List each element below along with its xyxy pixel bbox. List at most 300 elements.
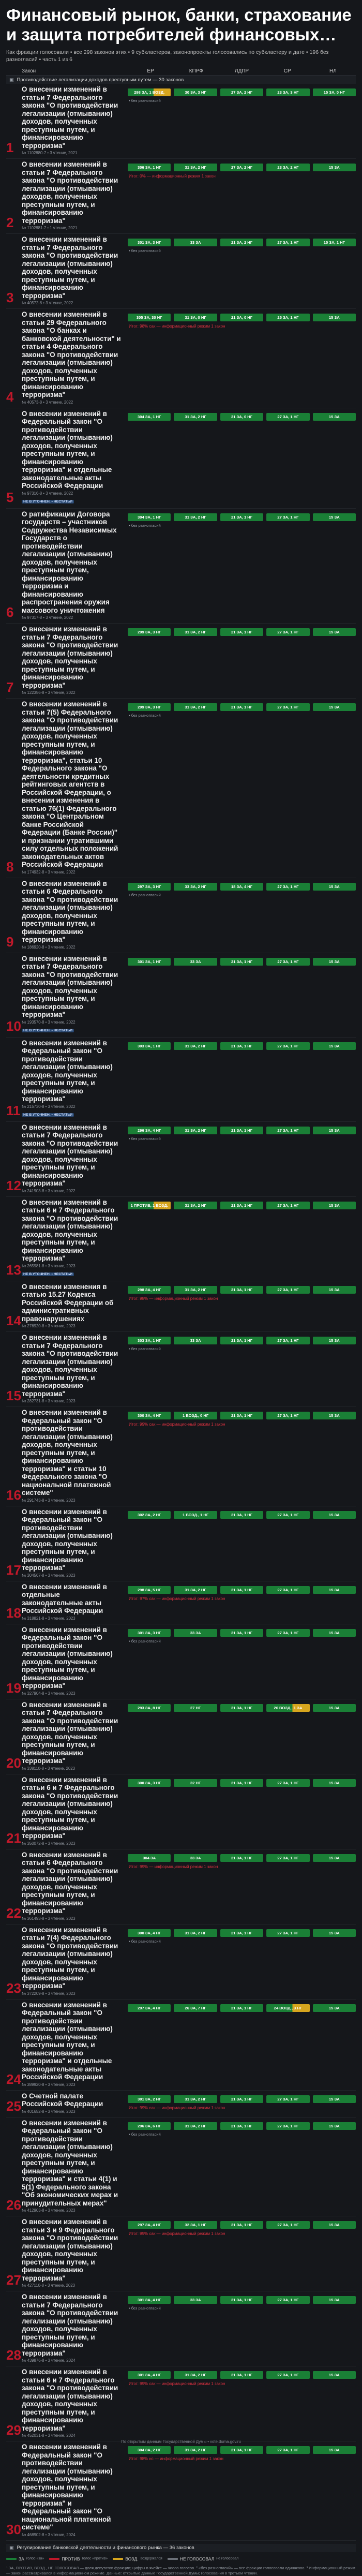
vote-cell-sr[interactable]: 27 ЗА, 1 НГ [266, 1779, 309, 1787]
vote-row [128, 239, 356, 246]
legend-item [6, 2556, 44, 2562]
vote-area [128, 85, 356, 155]
law-title[interactable]: О Счетной палате Российской Федерации [22, 2092, 103, 2108]
vote-cell-sr[interactable]: 27 ЗА, 1 НГ [266, 883, 309, 891]
vote-area [128, 410, 356, 505]
section-header-aml[interactable] [6, 76, 356, 84]
table-row[interactable] [6, 1624, 356, 1699]
law-title[interactable]: О внесении изменений в статьи 7 Федерального закона "О противодействии легализации (отмыванию) доходов, полученных преступным путем, и финансированию терроризма" [22, 1123, 118, 1187]
vote-cell-er[interactable]: 299 ЗА, 3 НГ [128, 703, 171, 711]
law-number: 3 [6, 290, 14, 305]
vote-cell-kprf[interactable]: 31 ЗА, 2 НГ [174, 2446, 217, 2454]
vote-cell-kprf[interactable]: 33 ЗА [174, 2296, 217, 2304]
vote-cell-sr[interactable]: 27 ЗА, 1 НГ [266, 513, 309, 521]
vote-row [128, 958, 356, 966]
vote-cell-sr[interactable]: 27 ЗА, 1 НГ [266, 2371, 309, 2379]
vote-cell-er[interactable]: 298 ЗА, 1 ВОЗД. [128, 88, 171, 96]
vote-area [128, 2443, 356, 2537]
vote-cell-er[interactable]: 301 ЗА, 3 НГ [128, 1629, 171, 1637]
info-mode-note: Итог: 99% — информационный режим 1 закон [129, 1864, 218, 1869]
law-title[interactable]: О внесении изменений в статьи 7 Федерального закона "О противодействии легализации (отмыванию) доходов, полученных преступным путем, и финансированию терроризма" [22, 160, 118, 225]
info-mode-note: Итог: 97% сак — информационный режим 1 закон [129, 1596, 225, 1601]
vote-row [128, 88, 356, 96]
law-number: 5 [6, 489, 14, 505]
law-meta: № 97316-8 • 3 чтение, 2022 [22, 491, 73, 496]
vote-row [128, 2446, 356, 2454]
vote-cell-kprf[interactable]: 33 ЗА [174, 1629, 217, 1637]
law-title[interactable]: О внесении изменений в статьи 7(5) Федерального закона "О противодействии легализации (отмыванию) доходов, полученных преступным путем, и финансированию терроризма", статьи 10 Федерального закона "О деятельности кредитных рейтинговых агентств в Российской Федерации, о внесении изменения в статью 76(1) Федерального закона "О Центральном банке Российской Федерации (Банке России)" и признании утратившими силу отдельных положений законодательных актов Российской Федерации [22, 700, 118, 868]
vote-cell-sr[interactable]: 27 ЗА, 1 НГ [266, 2122, 309, 2130]
vote-cell-sr[interactable]: 27 ЗА, 1 НГ [266, 703, 309, 711]
vote-area [128, 1283, 356, 1329]
vote-row [128, 2221, 356, 2229]
vote-cell-kprf[interactable]: 31 ЗА, 2 НГ [174, 513, 217, 521]
legend-label: НЕ ГОЛОСОВАЛ [179, 2556, 215, 2562]
vote-cell-sr[interactable]: 27 ЗА, 1 НГ [266, 2221, 309, 2229]
consensus-note: • без разногласий [129, 2131, 161, 2137]
law-title[interactable]: О внесении изменений в Федеральный закон "О противодействии легализации (отмыванию) доходов, полученных преступным путем, и финансированию терроризма" и статьи 10 Федерального закона "О национальной платежной системе" [22, 1409, 113, 1497]
table-row[interactable] [6, 1332, 356, 1407]
law-meta: № 318821-8 • 3 чтение, 2023 [22, 1616, 76, 1621]
vote-cell-sr[interactable]: 26 ВОЗД., 1 ЗА [266, 1704, 309, 1712]
law-title[interactable]: О внесении изменений в статьи 7 Федерального закона "О противодействии легализации (отмыванию) доходов, полученных преступным путем, и финансированию терроризма" [22, 1700, 118, 1765]
vote-row [128, 513, 356, 521]
vote-cell-ldpr[interactable]: 18 ЗА, 4 НГ [220, 883, 263, 891]
vote-cell-ldpr[interactable]: 21 ЗА, 1 НГ [220, 2371, 263, 2379]
vote-cell-er[interactable]: 301 ЗА, 3 НГ [128, 239, 171, 246]
vote-row [128, 1412, 356, 1419]
vote-cell-sr[interactable]: 27 ЗА, 1 НГ [266, 1202, 309, 1209]
law-title[interactable]: О внесении изменения в статью 15.27 Кодекса Российской Федерации об административных правонарушениях [22, 1282, 114, 1323]
vote-cell-er[interactable]: 304 ЗА, 2 НГ [128, 2446, 171, 2454]
vote-cell-kprf[interactable]: 31 ЗА, 2 НГ [174, 2371, 217, 2379]
vote-cell-kprf[interactable]: 33 ЗА [174, 958, 217, 966]
vote-cell-kprf[interactable]: 32 ЗА, 1 НГ [174, 2221, 217, 2229]
vote-cell-kprf[interactable]: 31 ЗА, 2 НГ [174, 1202, 217, 1209]
vote-cell-sr[interactable]: 27 ЗА, 1 НГ [266, 1127, 309, 1134]
vote-cell-nl[interactable]: 15 ЗА [313, 2122, 356, 2130]
vote-area [128, 1123, 356, 1193]
table-row[interactable] [6, 1506, 356, 1581]
vote-cell-er[interactable]: 300 ЗА, 3 НГ [128, 1779, 171, 1787]
law-title[interactable]: О внесении изменений в статьи 3 и 9 Федерального закона "О противодействии легализации (отмыванию) доходов, полученных преступным путем, и финансированию терроризма" [22, 2218, 118, 2282]
table-row[interactable] [6, 2366, 356, 2441]
vote-cell-ldpr[interactable]: 21 ЗА, 1 НГ [220, 1929, 263, 1937]
vote-cell-er[interactable]: 296 ЗА, 4 НГ [128, 1127, 171, 1134]
vote-cell-nl[interactable]: 15 ЗА [313, 883, 356, 891]
vote-cell-nl[interactable]: 15 ЗА [313, 703, 356, 711]
vote-cell-nl[interactable]: 15 ЗА [313, 413, 356, 421]
legend-description: голос «за» [26, 2557, 44, 2560]
vote-row [128, 1042, 356, 1050]
law-info [6, 85, 128, 155]
vote-area [128, 1508, 356, 1578]
vote-cell-sr[interactable]: 27 ЗА, 1 НГ [266, 239, 309, 246]
law-meta: № 265981-8 • 3 чтение, 2023 [22, 1263, 76, 1268]
table-row[interactable] [6, 159, 356, 234]
vote-cell-sr[interactable]: 27 ЗА, 1 НГ [266, 1586, 309, 1594]
law-info [6, 2092, 128, 2114]
vote-cell-sr[interactable]: 23 ЗА, 2 НГ [266, 164, 309, 171]
table-row[interactable] [6, 1122, 356, 1197]
vote-cell-sr[interactable]: 27 ЗА, 1 НГ [266, 1854, 309, 1862]
vote-cell-nl[interactable]: 15 ЗА, 1 НГ [313, 239, 356, 246]
law-title[interactable]: О внесении изменений в Федеральный закон "О противодействии легализации (отмыванию) доходов, полученных преступным путем, и финансированию терроризма" и Федеральный закон "О национальной платежной системе" [22, 2443, 113, 2531]
table-row[interactable] [6, 1849, 356, 1924]
vote-cell-ldpr[interactable]: 21 ЗА, 1 НГ [220, 1854, 263, 1862]
vote-cell-nl[interactable]: 15 ЗА [313, 2446, 356, 2454]
vote-row [128, 628, 356, 636]
vote-cell-nl[interactable]: 15 ЗА [313, 513, 356, 521]
vote-cell-ldpr[interactable]: 21 ЗА, 1 НГ [220, 958, 263, 966]
vote-row [128, 1337, 356, 1344]
law-title[interactable]: О внесении изменений в статьи 29 Федерального закона "О банках и банковской деятельности" и статьи 4 Федерального закона "О противодействии легализации (отмыванию) доходов, полученных преступным путем, и финансированию терроризма" [22, 310, 121, 398]
consensus-note: • без разногласий [129, 1938, 161, 1944]
vote-cell-ldpr[interactable]: 21 ЗА, 0 НГ [220, 314, 263, 321]
law-number: 15 [6, 1388, 21, 1403]
law-title[interactable]: О внесении изменений в статьи 7 Федерального закона "О противодействии легализации (отмыванию) доходов, полученных преступным путем, и финансированию терроризма" [22, 625, 118, 689]
vote-cell-ldpr[interactable]: 21 ЗА, 1 НГ [220, 513, 263, 521]
vote-cell-er[interactable]: 298 ЗА, 5 НГ [128, 1586, 171, 1594]
law-number: 17 [6, 1562, 21, 1578]
vote-cell-kprf[interactable]: 1 ВОЗД., 0 НГ [174, 1412, 217, 1419]
status-badge: НЕ В УТОЧНЕН. • НЕСТАТЬИ [22, 1272, 74, 1276]
vote-cell-ldpr[interactable]: 21 ЗА, 1 НГ [220, 2122, 263, 2130]
vote-cell-nl[interactable]: 15 ЗА [313, 1854, 356, 1862]
law-info [6, 2443, 128, 2537]
law-number: 7 [6, 679, 14, 695]
vote-cell-nl[interactable]: 15 ЗА [313, 1337, 356, 1344]
vote-cell-nl[interactable]: 15 ЗА [313, 1929, 356, 1937]
vote-cell-er[interactable]: 306 ЗА, 1 НГ [128, 164, 171, 171]
vote-cell-kprf[interactable]: 31 ЗА, 2 НГ [174, 413, 217, 421]
vote-area [128, 1334, 356, 1403]
vote-cell-er[interactable]: 302 ЗА, 2 НГ [128, 1511, 171, 1519]
vote-cell-ldpr[interactable]: 21 ЗА, 1 НГ [220, 1704, 263, 1712]
vote-cell-kprf[interactable]: 31 ЗА, 0 НГ [174, 314, 217, 321]
info-mode-note: Итог: 99% сак — информационный режим 1 закон [129, 1422, 225, 1427]
table-row[interactable] [6, 878, 356, 953]
law-meta: № 241903-8 • 3 чтение, 2022 [22, 1188, 76, 1193]
vote-cell-nl[interactable]: 15 ЗА [313, 1779, 356, 1787]
vote-cell-er[interactable]: 1 ПРОТИВ, 1 ВОЗД. [128, 1202, 171, 1209]
vote-cell-nl[interactable]: 15 ЗА [313, 164, 356, 171]
vote-cell-er[interactable]: 305 ЗА, 30 НГ [128, 314, 171, 321]
vote-cell-sr[interactable]: 27 ЗА, 1 НГ [266, 2446, 309, 2454]
vote-cell-kprf[interactable]: 31 ЗА, 2 НГ [174, 628, 217, 636]
vote-cell-sr[interactable]: 27 ЗА, 1 НГ [266, 413, 309, 421]
vote-cell-er[interactable]: 297 ЗА, 3 НГ [128, 883, 171, 891]
vote-cell-kprf[interactable]: 32 НГ [174, 1779, 217, 1787]
vote-cell-kprf[interactable]: 33 ЗА, 2 НГ [174, 883, 217, 891]
law-title[interactable]: О внесении изменений в отдельные законодательные акты Российской Федерации [22, 1582, 107, 1615]
vote-cell-nl[interactable]: 15 ЗА [313, 1202, 356, 1209]
law-info [6, 1926, 128, 1996]
vote-cell-ldpr[interactable]: 21 ЗА, 1 НГ [220, 1042, 263, 1050]
table-row[interactable] [6, 624, 356, 699]
table-row[interactable] [6, 309, 356, 408]
vote-cell-kprf[interactable]: 33 ЗА [174, 1854, 217, 1862]
vote-cell-nl[interactable]: 15 ЗА, 0 НГ [313, 88, 356, 96]
vote-cell-kprf[interactable]: 33 ЗА [174, 1337, 217, 1344]
table-row[interactable] [6, 2441, 356, 2541]
status-badge: НЕ В УТОЧНЕН. • НЕСТАТЬИ [22, 1113, 74, 1117]
table-row[interactable] [6, 1699, 356, 1774]
vote-cell-ldpr[interactable]: 21 ЗА, 2 НГ [220, 239, 263, 246]
vote-cell-er[interactable]: 301 ЗА, 4 НГ [128, 2371, 171, 2379]
vote-cell-er[interactable]: 303 ЗА, 1 НГ [128, 1042, 171, 1050]
vote-cell-kprf[interactable]: 1 ВОЗД., 1 НГ [174, 1511, 217, 1519]
vote-cell-ldpr[interactable]: 21 ЗА, 0 НГ [220, 413, 263, 421]
vote-cell-nl[interactable]: 15 ЗА [313, 2296, 356, 2304]
consensus-note: • без разногласий [129, 892, 161, 897]
vote-cell-kprf[interactable]: 31 ЗА, 2 НГ [174, 703, 217, 711]
law-title[interactable]: О внесении изменений в Федеральный закон "О противодействии легализации (отмыванию) доходов, полученных преступным путем, и финансированию терроризма" [22, 1507, 113, 1572]
table-row[interactable] [6, 1038, 356, 1122]
vote-cell-er[interactable]: 304 ЗА, 1 НГ [128, 413, 171, 421]
law-meta: № 97317-8 • 3 чтение, 2022 [22, 615, 73, 620]
vote-cell-nl[interactable]: 15 ЗА [313, 314, 356, 321]
consensus-note: • без разногласий [129, 713, 161, 718]
vote-area [128, 1701, 356, 1771]
vote-cell-er[interactable]: 301 ЗА, 1 НГ [128, 958, 171, 966]
vote-cell-sr[interactable]: 27 ЗА, 1 НГ [266, 2095, 309, 2103]
law-meta: № 215730-8 • 3 чтение, 2022 [22, 1104, 76, 1109]
vote-cell-sr[interactable]: 23 ЗА, 3 НГ [266, 88, 309, 96]
law-info [6, 1283, 128, 1329]
vote-cell-ldpr[interactable]: 21 ЗА, 1 НГ [220, 2446, 263, 2454]
collapse-toggle-icon[interactable]: ▣ [9, 2545, 14, 2550]
vote-cell-er[interactable]: 297 ЗА, 4 НГ [128, 2004, 171, 2012]
law-title[interactable]: О внесении изменений в статьи 7(4) Федерального закона "О противодействии легализации (отмыванию) доходов, полученных преступным путем, и финансированию терроризма" [22, 1926, 118, 1990]
vote-cell-ldpr[interactable]: 21 ЗА, 1 НГ [220, 1586, 263, 1594]
vote-cell-ldpr[interactable]: 27 ЗА, 2 НГ [220, 88, 263, 96]
vote-cell-kprf[interactable]: 31 ЗА, 2 НГ [174, 1929, 217, 1937]
vote-cell-er[interactable]: 301 ЗА, 2 НГ [128, 2095, 171, 2103]
law-info [6, 2368, 128, 2438]
law-list [6, 84, 356, 2541]
table-row[interactable] [6, 1924, 356, 2000]
vote-cell-nl[interactable]: 15 ЗА [313, 2371, 356, 2379]
law-title[interactable]: О внесении изменений в статьи 6 Федерального закона "О противодействии легализации (отмыванию) доходов, полученных преступным путем, и финансированию терроризма" [22, 879, 118, 943]
law-info [6, 955, 128, 1034]
law-meta: № 186920-8 • 3 чтение, 2022 [22, 944, 76, 950]
vote-cell-kprf[interactable]: 27 НГ [174, 1704, 217, 1712]
vote-cell-nl[interactable]: 15 ЗА [313, 2095, 356, 2103]
vote-cell-er[interactable]: 296 ЗА, 6 НГ [128, 2122, 171, 2130]
law-number: 13 [6, 1262, 21, 1278]
vote-cell-kprf[interactable]: 31 ЗА, 2 НГ [174, 2095, 217, 2103]
law-title[interactable]: О внесении изменений в статьи 6 и 7 Федерального закона "О противодействии легализации (отмыванию) доходов, полученных преступным путем, и финансированию терроризма" [22, 2368, 118, 2432]
law-info [6, 410, 128, 505]
table-row[interactable] [6, 509, 356, 624]
vote-cell-sr[interactable]: 25 ЗА, 1 НГ [266, 314, 309, 321]
table-row[interactable] [6, 699, 356, 878]
table-row[interactable] [6, 1581, 356, 1624]
law-info [6, 880, 128, 950]
law-meta: № 401652-8 • 3 чтение, 2023 [22, 2109, 76, 2114]
vote-cell-nl[interactable]: 15 ЗА [313, 1586, 356, 1594]
table-row[interactable] [6, 1281, 356, 1333]
law-title[interactable]: О внесении изменений в статьи 6 и 7 Федерального закона "О противодействии легализации (отмыванию) доходов, полученных преступным путем, и финансированию терроризма" [22, 1198, 118, 1262]
table-row[interactable] [6, 953, 356, 1038]
table-row[interactable] [6, 234, 356, 309]
column-header-law: Закон [22, 68, 36, 74]
law-meta: № 452031-8 • 3 чтение, 2024 [22, 2433, 76, 2438]
vote-area [128, 1039, 356, 1118]
law-title[interactable]: О ратификации Договора государств – участников Содружества Независимых Государств о противодействии легализации (отмыванию) доходов, полученных преступным путем, финансированию терроризма и финансированию распространения оружия массового уничтожения [22, 510, 117, 614]
table-row[interactable] [6, 2216, 356, 2291]
vote-cell-ldpr[interactable]: 21 ЗА, 1 НГ [220, 1127, 263, 1134]
table-row[interactable] [6, 1197, 356, 1281]
vote-area [128, 310, 356, 405]
vote-cell-er[interactable]: 304 ЗА [128, 1854, 171, 1862]
vote-cell-nl[interactable]: 15 ЗА [313, 1511, 356, 1519]
vote-cell-sr[interactable]: 27 ЗА, 1 НГ [266, 1412, 309, 1419]
collapse-toggle-icon[interactable]: ▣ [9, 77, 14, 82]
vote-cell-er[interactable]: 293 ЗА, 8 НГ [128, 1704, 171, 1712]
table-row[interactable] [6, 2291, 356, 2366]
vote-cell-ldpr[interactable]: 21 ЗА, 1 НГ [220, 2004, 263, 2012]
vote-cell-ldpr[interactable]: 21 ЗА, 1 НГ [220, 1337, 263, 1344]
law-meta: № 276920-8 • 3 чтение, 2023 [22, 1324, 76, 1328]
vote-cell-er[interactable]: 299 ЗА, 3 НГ [128, 628, 171, 636]
vote-cell-kprf[interactable]: 31 ЗА, 2 НГ [174, 1042, 217, 1050]
vote-cell-kprf[interactable]: 31 ЗА, 2 НГ [174, 164, 217, 171]
vote-cell-nl[interactable]: 15 ЗА [313, 2221, 356, 2229]
vote-cell-er[interactable]: 300 ЗА, 4 НГ [128, 1929, 171, 1937]
law-title[interactable]: О внесении изменений в статьи 7 Федерального закона "О противодействии легализации (отмыванию) доходов, полученных преступным путем, и финансированию терроризма" [22, 235, 118, 300]
law-meta: № 291743-8 • 3 чтение, 2023 [22, 1498, 76, 1503]
law-title[interactable]: О внесении изменений в Федеральный закон "О противодействии легализации (отмыванию) доходов, полученных преступным путем, и финансированию терроризма" и отдельные законодательные акты Российской Федерации [22, 409, 113, 490]
vote-cell-ldpr[interactable]: 21 ЗА, 1 НГ [220, 1511, 263, 1519]
table-row[interactable] [6, 1774, 356, 1849]
vote-cell-er[interactable]: 303 ЗА, 1 НГ [128, 1337, 171, 1344]
vote-cell-er[interactable]: 301 ЗА, 4 НГ [128, 2296, 171, 2304]
vote-cell-ldpr[interactable]: 21 ЗА, 1 НГ [220, 703, 263, 711]
law-meta: № 40572-8 • 3 чтение, 2022 [22, 301, 73, 305]
vote-row [128, 2004, 356, 2012]
vote-cell-er[interactable]: 298 ЗА, 4 НГ [128, 1286, 171, 1294]
vote-cell-nl[interactable]: 15 ЗА [313, 958, 356, 966]
vote-cell-nl[interactable]: 15 ЗА [313, 1286, 356, 1294]
table-row[interactable] [6, 1407, 356, 1506]
vote-cell-ldpr[interactable]: 21 ЗА, 1 НГ [220, 2296, 263, 2304]
table-row[interactable] [6, 408, 356, 509]
table-row[interactable] [6, 84, 356, 159]
table-row[interactable] [6, 2118, 356, 2217]
status-badge: НЕ В УТОЧНЕН. • НЕСТАТЬИ [22, 500, 74, 504]
vote-cell-ldpr[interactable]: 21 ЗА, 1 НГ [220, 2221, 263, 2229]
law-title[interactable]: О внесении изменений в статьи 6 Федерального закона "О противодействии легализации (отмыванию) доходов, полученных преступным путем, и финансированию терроризма" [22, 1850, 118, 1915]
law-title[interactable]: О внесении изменений в Федеральный закон "О противодействии легализации (отмыванию) доходов, полученных преступным путем, и финансированию терроризма" [22, 1039, 113, 1103]
table-row[interactable] [6, 2000, 356, 2091]
law-title[interactable]: О внесении изменений в статьи 6 и 7 Федерального закона "О противодействии легализации (отмыванию) доходов, полученных преступным путем, и финансированию терроризма" [22, 1775, 118, 1840]
vote-cell-sr[interactable]: 27 ЗА, 1 НГ [266, 1042, 309, 1050]
vote-cell-ldpr[interactable]: 21 ЗА, 1 НГ [220, 628, 263, 636]
law-title[interactable]: О внесении изменений в статьи 7 Федерального закона "О противодействии легализации (отмыванию) доходов, полученных преступным путем, и финансированию терроризма" [22, 85, 118, 150]
vote-cell-nl[interactable]: 15 ЗА [313, 1704, 356, 1712]
vote-area [128, 1198, 356, 1278]
law-number: 30 [6, 2521, 21, 2537]
vote-cell-sr[interactable]: 27 ЗА, 1 НГ [266, 1286, 309, 1294]
vote-cell-nl[interactable]: 15 ЗА [313, 1412, 356, 1419]
vote-cell-nl[interactable]: 15 ЗА [313, 628, 356, 636]
vote-cell-sr[interactable]: 27 ЗА, 1 НГ [266, 2296, 309, 2304]
vote-cell-kprf[interactable]: 33 ЗА [174, 239, 217, 246]
vote-area [128, 1926, 356, 1996]
consensus-note: • без разногласий [129, 523, 161, 528]
column-header-ldpr: ЛДПР [234, 68, 249, 74]
vote-cell-ldpr[interactable]: 21 ЗА, 1 НГ [220, 2095, 263, 2103]
law-info [6, 1776, 128, 1846]
law-title[interactable]: О внесении изменений в Федеральный закон "О противодействии легализации (отмыванию) доходов, полученных преступным путем, и финансированию терроризма" и отдельные законодательные акты Российской Федерации [22, 2001, 113, 2081]
vote-cell-sr[interactable]: 27 ЗА, 1 НГ [266, 1511, 309, 1519]
law-info [6, 1334, 128, 1403]
law-meta: № 439876-8 • 3 чтение, 2024 [22, 2358, 76, 2363]
law-title[interactable]: О внесении изменений в статьи 7 Федерального закона "О противодействии легализации (отмыванию) доходов, полученных преступным путем, и финансированию терроризма" [22, 2293, 118, 2357]
table-row[interactable] [6, 2091, 356, 2118]
section-header-banking[interactable] [6, 2544, 356, 2552]
vote-cell-ldpr[interactable]: 27 ЗА, 2 НГ [220, 164, 263, 171]
vote-cell-sr[interactable]: 27 ЗА, 1 НГ [266, 958, 309, 966]
vote-cell-nl[interactable]: 15 ЗА [313, 1127, 356, 1134]
vote-cell-kprf[interactable]: 31 ЗА, 2 НГ [174, 1286, 217, 1294]
law-title[interactable]: О внесении изменений в статьи 7 Федерального закона "О противодействии легализации (отмыванию) доходов, полученных преступным путем, и финансированию терроризма" [22, 954, 118, 1018]
vote-area [128, 2119, 356, 2213]
vote-cell-kprf[interactable]: 31 ЗА, 2 НГ [174, 1586, 217, 1594]
section-label: Регулирование банковской деятельности и финансового рынка — 36 законов [17, 2545, 194, 2551]
vote-cell-ldpr[interactable]: 21 ЗА, 1 НГ [220, 1202, 263, 1209]
vote-cell-sr[interactable]: 24 ВОЗД., 3 НГ [266, 2004, 309, 2012]
column-header-sr: СР [283, 68, 291, 74]
vote-cell-sr[interactable]: 27 ЗА, 1 НГ [266, 1929, 309, 1937]
vote-area [128, 1583, 356, 1621]
vote-cell-kprf[interactable]: 26 ЗА, 7 НГ [174, 2004, 217, 2012]
law-number: 9 [6, 934, 14, 950]
vote-area [128, 1409, 356, 1503]
vote-cell-nl[interactable]: 15 ЗА [313, 2004, 356, 2012]
vote-cell-er[interactable]: 297 ЗА, 4 НГ [128, 2221, 171, 2229]
law-title[interactable]: О внесении изменений в статьи 7 Федерального закона "О противодействии легализации (отмыванию) доходов, полученных преступным путем, и финансированию терроризма" [22, 1334, 118, 1398]
consensus-note: • без разногласий [129, 248, 161, 253]
law-number: 2 [6, 215, 14, 230]
law-meta: № 361493-8 • 3 чтение, 2023 [22, 1916, 76, 1921]
vote-row [128, 2296, 356, 2304]
vote-area [128, 1851, 356, 1921]
info-mode-note: Итог: 98% — информационный режим 1 закон [129, 1296, 218, 1301]
vote-cell-nl[interactable]: 15 ЗА [313, 1629, 356, 1637]
vote-cell-er[interactable]: 300 ЗА, 4 НГ [128, 1412, 171, 1419]
law-title[interactable]: О внесении изменений в Федеральный закон "О противодействии легализации (отмыванию) доходов, полученных преступным путем, и финансированию терроризма" [22, 1625, 113, 1690]
legend [6, 2556, 356, 2562]
law-title[interactable]: О внесении изменений в Федеральный закон "О противодействии легализации (отмыванию) доходов, полученных преступным путем, и финансированию терроризма" и статьи 4(1) и 5(1) Федерального закона "Об экономических мерах и принудительных мерах" [22, 2119, 118, 2207]
vote-cell-kprf[interactable]: 31 ЗА, 2 НГ [174, 1127, 217, 1134]
vote-cell-sr[interactable]: 27 ЗА, 1 НГ [266, 628, 309, 636]
vote-cell-ldpr[interactable]: 21 ЗА, 1 НГ [220, 1286, 263, 1294]
vote-cell-ldpr[interactable]: 21 ЗА, 1 НГ [220, 1779, 263, 1787]
vote-cell-ldpr[interactable]: 21 ЗА, 1 НГ [220, 1629, 263, 1637]
vote-cell-ldpr[interactable]: 21 ЗА, 1 НГ [220, 1412, 263, 1419]
vote-cell-kprf[interactable]: 31 ЗА, 2 НГ [174, 2122, 217, 2130]
vote-cell-nl[interactable]: 15 ЗА [313, 1042, 356, 1050]
vote-row [128, 1929, 356, 1937]
vote-cell-sr[interactable]: 27 ЗА, 1 НГ [266, 1629, 309, 1637]
vote-area [128, 2001, 356, 2087]
vote-cell-sr[interactable]: 27 ЗА, 1 НГ [266, 1337, 309, 1344]
vote-cell-kprf[interactable]: 30 ЗА, 3 НГ [174, 88, 217, 96]
vote-cell-er[interactable]: 304 ЗА, 1 НГ [128, 513, 171, 521]
